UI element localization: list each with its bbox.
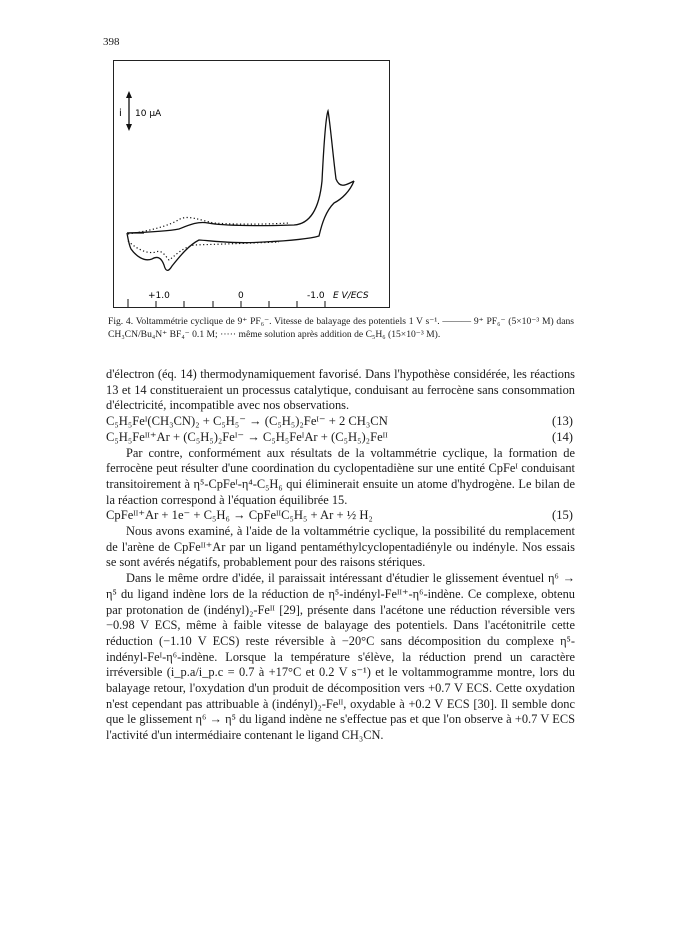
equation-13 [106,414,575,430]
caption-label: Fig. 4. [108,316,134,327]
paragraph-3: Nous avons examiné, à l'aide de la voltammétrie cyclique, la possibilité du remplacement de l'arène de CpFeᴵᴵ⁺Ar par un ligand pentaméthylcyclopentadiényle ou indényle. Nos essais se sont avérés négatifs, probablement pour des raisons stériques. [106,524,575,570]
body-text [106,367,575,744]
equation-14 [106,430,575,446]
equation-13-number: (13) [552,414,573,429]
equation-15 [106,508,575,524]
voltammogram-dotted-curve [128,218,289,260]
x-axis-unit: E V/ECS [333,291,369,301]
current-symbol: i [119,108,122,119]
caption-text: Voltammétrie cyclique de 9⁺ PF₆⁻. Vitesse de balayage des potentiels 1 V s⁻¹. ——— 9⁺ PF₆⁻ (5×10⁻³ M) dans CH₃CN/Bu₄N⁺ BF₄⁻ 0.1 M; ····· même solution après addition de C₅H₆ (15×10⁻³ M). [108,316,574,340]
x-tick-label-minus1: -1.0 [307,291,325,301]
paragraph-2: Par contre, conformément aux résultats de la voltammétrie cyclique, la formation de ferrocène peut résulter d'une coordination du cyclopentadiène sur une entité CpFeᴵ conduisant transitoirement à η⁵-CpFeᴵ-η⁴-C₅H₆ qui éliminerait ensuite un atome d'hydrogène. Le bilan de la réaction correspond à l'équation équilibrée 15. [106,445,575,507]
cyclic-voltammogram-figure [113,60,390,308]
equation-15-number: (15) [552,508,573,523]
paragraph-4: Dans le même ordre d'idée, il paraissait intéressant d'étudier le glissement éventuel η⁶ → η⁵ du ligand indène lors de la réduction de η⁵-indényl-Feᴵᴵ⁺-η⁶-indène. Ce complexe, obtenu par protonation de (indényl)₂-Feᴵᴵ [29], présente dans l'acétone une réduction réversible vers −0.98 V ECS, même à faible vitesse de balayage des potentiels. Dans l'acétonitrile cette réduction (−1.10 V ECS) reste réversible à −20°C sans décomposition du complexe η⁵-indényl-Feᴵ-η⁶-indène. Lorsque la température s'élève, la réduction prend un caractère irréversible (i_p.a/i_p.c = 0.7 à +17°C et 0.2 V s⁻¹) et le voltammogramme montre, lors du balayage retour, l'oxydation d'un produit de décomposition vers +0.7 V ECS. Cette oxydation n'est cependant pas attribuable à (indényl)₂-Feᴵᴵ, oxydable à +0.2 V ECS [30]. Il semble donc que le glissement η⁶ → η⁵ du ligand indène ne s'effectue pas et que l'on observe à +0.7 V ECS l'activité d'un intermédiaire contenant le ligand CH₃CN. [106,571,575,743]
page-number: 398 [103,36,120,48]
equation-15-text: CpFeᴵᴵ⁺Ar + 1e⁻ + C₅H₆ → CpFeᴵᴵC₅H₅ + Ar + ½ H₂ [106,508,373,523]
current-scale-bar [126,91,132,131]
figure-caption [108,316,574,341]
paragraph-1: d'électron (éq. 14) thermodynamiquement favorisé. Dans l'hypothèse considérée, les réactions 13 et 14 constitueraient un processus catalytique, conduisant au ferrocène sans consommation d'électricité, incompatible avec nos observations. [106,367,575,413]
equation-13-text: C₅H₅Feᴵ(CH₃CN)₂ + C₅H₅⁻ → (C₅H₅)₂Feᴵ⁻ + 2 CH₃CN [106,414,388,429]
x-tick-label-zero: 0 [238,291,244,301]
equation-14-text: C₅H₅Feᴵᴵ⁺Ar + (C₅H₅)₂Feᴵ⁻ → C₅H₅FeᴵAr + (C₅H₅)₂Feᴵᴵ [106,429,388,444]
voltammogram-plot [114,61,389,307]
x-tick-label-plus1: +1.0 [148,291,170,301]
current-scale-label: 10 μA [135,109,162,119]
voltammogram-solid-curve-upper [127,111,354,233]
equation-14-number: (14) [552,429,573,444]
